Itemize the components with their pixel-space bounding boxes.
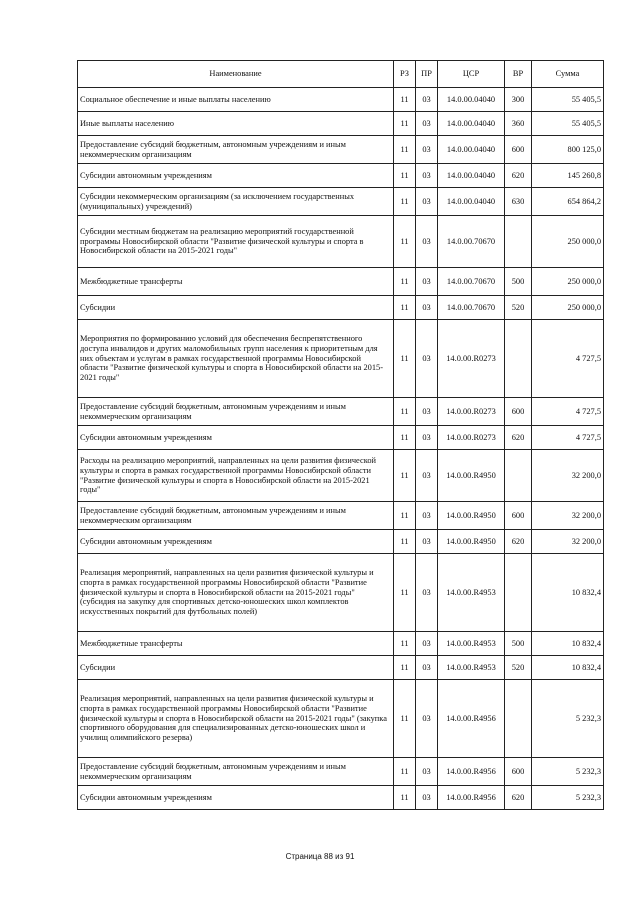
cell-rz: 11 xyxy=(394,426,416,450)
cell-sum: 55 405,5 xyxy=(532,112,604,136)
table-row xyxy=(78,188,604,216)
table-row xyxy=(78,426,604,450)
cell-sum: 5 232,3 xyxy=(532,786,604,810)
cell-pr: 03 xyxy=(416,398,438,426)
table-row xyxy=(78,112,604,136)
cell-rz: 11 xyxy=(394,268,416,296)
cell-vr xyxy=(505,320,532,398)
cell-vr: 500 xyxy=(505,268,532,296)
cell-pr: 03 xyxy=(416,554,438,632)
cell-rz: 11 xyxy=(394,502,416,530)
header-rz: РЗ xyxy=(394,61,416,88)
cell-csr: 14.0.00.04040 xyxy=(438,188,505,216)
cell-pr: 03 xyxy=(416,216,438,268)
cell-pr: 03 xyxy=(416,268,438,296)
cell-rz: 11 xyxy=(394,88,416,112)
cell-sum: 55 405,5 xyxy=(532,88,604,112)
cell-pr: 03 xyxy=(416,320,438,398)
cell-rz: 11 xyxy=(394,112,416,136)
cell-rz: 11 xyxy=(394,758,416,786)
cell-pr: 03 xyxy=(416,656,438,680)
page-number: Страница 88 из 91 xyxy=(285,852,355,861)
table-row xyxy=(78,398,604,426)
cell-pr: 03 xyxy=(416,296,438,320)
header-name: Наименование xyxy=(78,61,394,88)
cell-pr: 03 xyxy=(416,530,438,554)
cell-name: Иные выплаты населению xyxy=(78,112,394,136)
cell-vr: 630 xyxy=(505,188,532,216)
cell-csr: 14.0.00.70670 xyxy=(438,268,505,296)
cell-pr: 03 xyxy=(416,164,438,188)
cell-pr: 03 xyxy=(416,136,438,164)
cell-pr: 03 xyxy=(416,112,438,136)
header-pr: ПР xyxy=(416,61,438,88)
cell-sum: 10 832,4 xyxy=(532,656,604,680)
table-row xyxy=(78,216,604,268)
cell-vr: 600 xyxy=(505,758,532,786)
cell-sum: 32 200,0 xyxy=(532,450,604,502)
cell-pr: 03 xyxy=(416,450,438,502)
table-row xyxy=(78,450,604,502)
cell-sum: 250 000,0 xyxy=(532,296,604,320)
cell-rz: 11 xyxy=(394,450,416,502)
table-row xyxy=(78,656,604,680)
cell-csr: 14.0.00.04040 xyxy=(438,112,505,136)
cell-rz: 11 xyxy=(394,656,416,680)
cell-rz: 11 xyxy=(394,136,416,164)
cell-csr: 14.0.00.R4950 xyxy=(438,502,505,530)
cell-vr: 500 xyxy=(505,632,532,656)
cell-vr: 620 xyxy=(505,530,532,554)
cell-csr: 14.0.00.R4953 xyxy=(438,656,505,680)
cell-name: Мероприятия по формированию условий для обеспечения беспрепятственного доступа инвалидов и других маломобильных групп населения к приоритетным для них объектам и услугам в рамках государственной программы Новосибирской области "Развитие физической культуры и спорта в Новосибирской области на 2015-2021 годы" xyxy=(78,320,394,398)
table-row xyxy=(78,88,604,112)
cell-csr: 14.0.00.04040 xyxy=(438,164,505,188)
cell-name: Субсидии некоммерческим организациям (за исключением государственных (муниципальных) учреждений) xyxy=(78,188,394,216)
cell-vr: 620 xyxy=(505,426,532,450)
cell-name: Межбюджетные трансферты xyxy=(78,268,394,296)
cell-sum: 4 727,5 xyxy=(532,426,604,450)
cell-rz: 11 xyxy=(394,398,416,426)
cell-csr: 14.0.00.R4956 xyxy=(438,758,505,786)
cell-rz: 11 xyxy=(394,680,416,758)
cell-pr: 03 xyxy=(416,88,438,112)
table-row xyxy=(78,296,604,320)
cell-sum: 250 000,0 xyxy=(532,216,604,268)
cell-name: Предоставление субсидий бюджетным, автономным учреждениям и иным некоммерческим организациям xyxy=(78,398,394,426)
cell-rz: 11 xyxy=(394,530,416,554)
cell-name: Субсидии xyxy=(78,296,394,320)
cell-vr: 360 xyxy=(505,112,532,136)
cell-vr: 520 xyxy=(505,296,532,320)
cell-name: Расходы на реализацию мероприятий, направленных на цели развития физической культуры и спорта в рамках государственной программы Новосибирской области "Развитие физической культуры и спорта в Новосибирской области на 2015-2021 годы" xyxy=(78,450,394,502)
cell-name: Субсидии автономным учреждениям xyxy=(78,164,394,188)
cell-vr: 620 xyxy=(505,786,532,810)
cell-csr: 14.0.00.R0273 xyxy=(438,426,505,450)
cell-csr: 14.0.00.R4956 xyxy=(438,786,505,810)
cell-sum: 250 000,0 xyxy=(532,268,604,296)
cell-rz: 11 xyxy=(394,164,416,188)
cell-csr: 14.0.00.70670 xyxy=(438,216,505,268)
cell-vr xyxy=(505,680,532,758)
cell-sum: 5 232,3 xyxy=(532,680,604,758)
table-row xyxy=(78,680,604,758)
cell-rz: 11 xyxy=(394,216,416,268)
cell-rz: 11 xyxy=(394,296,416,320)
cell-pr: 03 xyxy=(416,426,438,450)
cell-rz: 11 xyxy=(394,188,416,216)
table-row xyxy=(78,136,604,164)
cell-csr: 14.0.00.70670 xyxy=(438,296,505,320)
cell-sum: 10 832,4 xyxy=(532,632,604,656)
table-row xyxy=(78,530,604,554)
header-csr: ЦСР xyxy=(438,61,505,88)
cell-name: Субсидии автономным учреждениям xyxy=(78,786,394,810)
cell-csr: 14.0.00.R4953 xyxy=(438,554,505,632)
cell-csr: 14.0.00.04040 xyxy=(438,136,505,164)
cell-vr: 300 xyxy=(505,88,532,112)
table-row xyxy=(78,554,604,632)
cell-sum: 32 200,0 xyxy=(532,530,604,554)
table-row xyxy=(78,758,604,786)
table-row xyxy=(78,786,604,810)
cell-vr xyxy=(505,216,532,268)
table-row xyxy=(78,164,604,188)
header-sum: Сумма xyxy=(532,61,604,88)
cell-name: Социальное обеспечение и иные выплаты населению xyxy=(78,88,394,112)
cell-vr: 620 xyxy=(505,164,532,188)
cell-rz: 11 xyxy=(394,554,416,632)
cell-csr: 14.0.00.R4956 xyxy=(438,680,505,758)
cell-csr: 14.0.00.R4950 xyxy=(438,530,505,554)
cell-sum: 4 727,5 xyxy=(532,320,604,398)
cell-vr: 600 xyxy=(505,398,532,426)
cell-csr: 14.0.00.R0273 xyxy=(438,398,505,426)
cell-pr: 03 xyxy=(416,758,438,786)
cell-vr xyxy=(505,554,532,632)
cell-sum: 654 864,2 xyxy=(532,188,604,216)
cell-name: Реализация мероприятий, направленных на цели развития физической культуры и спорта в рамках государственной программы Новосибирской области "Развитие физической культуры и спорта в Новосибирской области на 2015-2021 годы" (закупка спортивного оборудования для специализированных детско-юношеских школ и училищ олимпийского резерва) xyxy=(78,680,394,758)
cell-name: Реализация мероприятий, направленных на цели развития физической культуры и спорта в рамках государственной программы Новосибирской области "Развитие физической культуры и спорта в Новосибирской области на 2015-2021 годы" (субсидия на закупку для спортивных детско-юношеских школ комплектов искусственных покрытий для футбольных полей) xyxy=(78,554,394,632)
cell-sum: 800 125,0 xyxy=(532,136,604,164)
cell-pr: 03 xyxy=(416,188,438,216)
header-vr: ВР xyxy=(505,61,532,88)
cell-name: Предоставление субсидий бюджетным, автономным учреждениям и иным некоммерческим организациям xyxy=(78,502,394,530)
table-row xyxy=(78,320,604,398)
table-row xyxy=(78,502,604,530)
table-header-row xyxy=(78,61,604,88)
cell-name: Предоставление субсидий бюджетным, автономным учреждениям и иным некоммерческим организациям xyxy=(78,136,394,164)
cell-sum: 4 727,5 xyxy=(532,398,604,426)
cell-vr: 600 xyxy=(505,502,532,530)
cell-vr: 520 xyxy=(505,656,532,680)
cell-name: Субсидии автономным учреждениям xyxy=(78,426,394,450)
cell-vr: 600 xyxy=(505,136,532,164)
cell-name: Предоставление субсидий бюджетным, автономным учреждениям и иным некоммерческим организациям xyxy=(78,758,394,786)
cell-pr: 03 xyxy=(416,680,438,758)
table-row xyxy=(78,268,604,296)
cell-sum: 145 260,8 xyxy=(532,164,604,188)
cell-name: Субсидии автономным учреждениям xyxy=(78,530,394,554)
cell-name: Субсидии xyxy=(78,656,394,680)
cell-rz: 11 xyxy=(394,320,416,398)
budget-table xyxy=(77,60,604,810)
cell-name: Субсидии местным бюджетам на реализацию мероприятий государственной программы Новосибирской области "Развитие физической культуры и спорта в Новосибирской области на 2015-2021 годы" xyxy=(78,216,394,268)
cell-sum: 10 832,4 xyxy=(532,554,604,632)
cell-csr: 14.0.00.R0273 xyxy=(438,320,505,398)
cell-csr: 14.0.00.R4953 xyxy=(438,632,505,656)
cell-rz: 11 xyxy=(394,786,416,810)
cell-rz: 11 xyxy=(394,632,416,656)
cell-pr: 03 xyxy=(416,502,438,530)
cell-csr: 14.0.00.04040 xyxy=(438,88,505,112)
cell-pr: 03 xyxy=(416,786,438,810)
cell-sum: 32 200,0 xyxy=(532,502,604,530)
cell-csr: 14.0.00.R4950 xyxy=(438,450,505,502)
table-row xyxy=(78,632,604,656)
cell-sum: 5 232,3 xyxy=(532,758,604,786)
cell-pr: 03 xyxy=(416,632,438,656)
cell-vr xyxy=(505,450,532,502)
cell-name: Межбюджетные трансферты xyxy=(78,632,394,656)
